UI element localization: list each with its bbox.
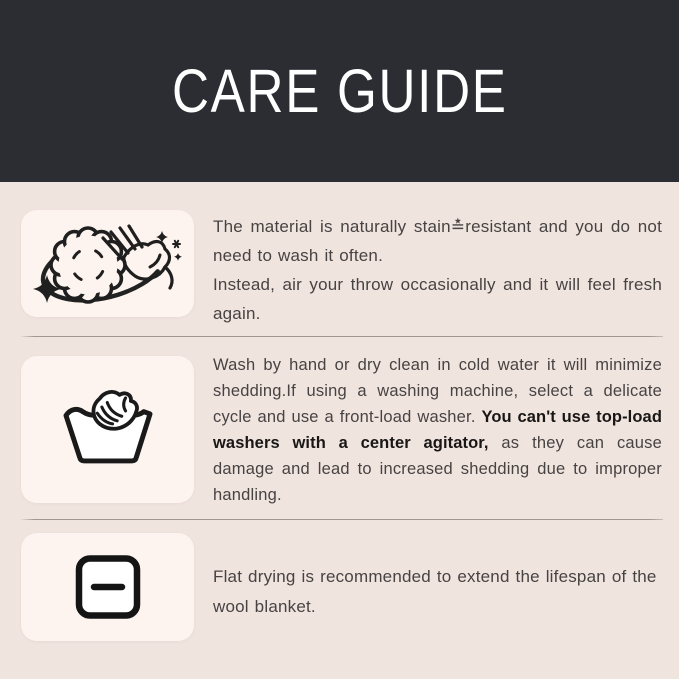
section-divider	[20, 519, 663, 520]
header-banner	[0, 0, 679, 182]
care-text-airing	[213, 212, 662, 328]
care-text-washing	[213, 352, 662, 508]
care-text-washing-normal-1: Wash by hand or dry clean in cold water it will minimize shedding.If using a washing machine, select a delicate cycle and use a front-load washer.	[213, 356, 662, 426]
care-text-washing-warning: You can't use top-load washers with a center agitator,	[213, 408, 662, 452]
care-text-drying-sentence: Flat drying is recommended to extend the lifespan of the wool blanket.	[213, 567, 657, 616]
icon-card-washing	[21, 356, 194, 503]
care-text-airing-sentence-2: Instead, air your throw occasionally and it will feel fresh again.	[213, 275, 662, 323]
fluff-sparkle-icon	[32, 223, 184, 305]
icon-card-airing	[21, 210, 194, 317]
care-text-airing-sentence-1: The material is naturally stain≛resistant and you do not need to wash it often.	[213, 217, 662, 265]
care-text-washing-normal-2: as they can cause damage and lead to increased shedding due to improper handling.	[213, 434, 662, 504]
flat-dry-icon	[75, 555, 141, 619]
icon-card-drying	[21, 533, 194, 641]
care-text-drying	[213, 562, 662, 622]
section-divider	[20, 336, 663, 337]
page-title: CARE GUIDE	[171, 57, 508, 125]
hand-wash-icon	[58, 388, 158, 472]
